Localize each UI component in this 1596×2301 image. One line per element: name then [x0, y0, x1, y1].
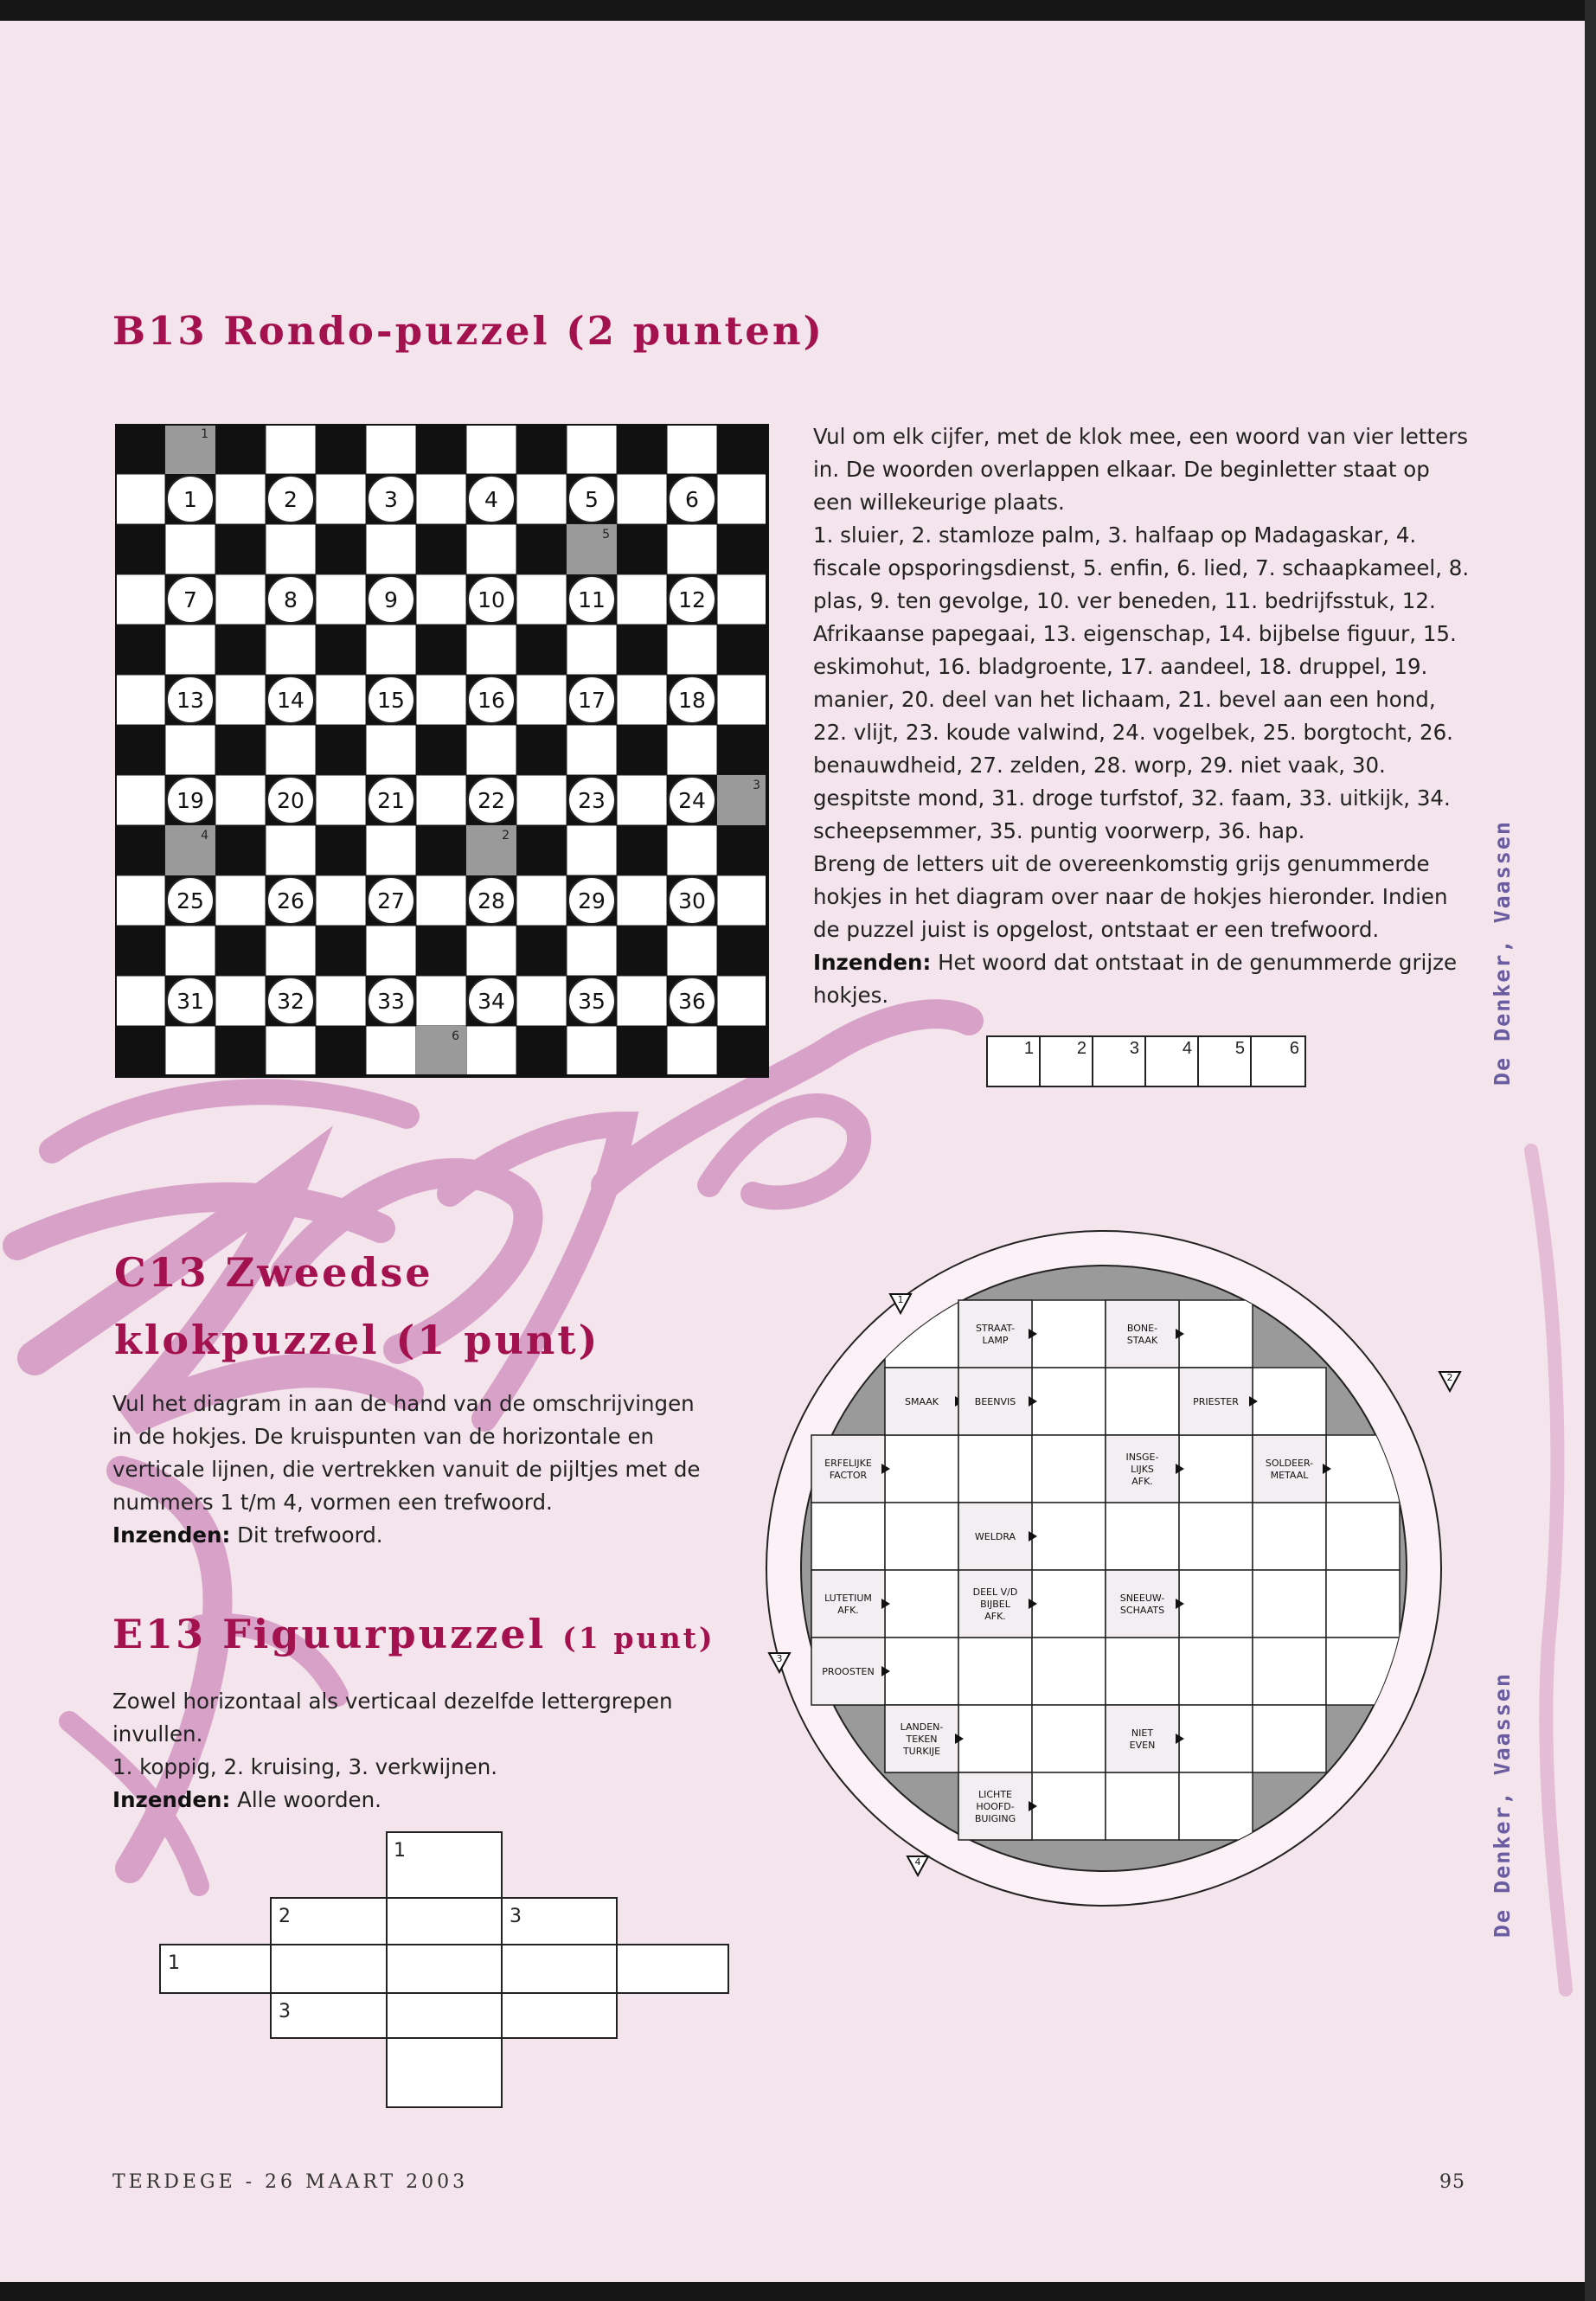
black-square — [516, 625, 567, 675]
white-square[interactable] — [165, 926, 215, 976]
white-square[interactable] — [316, 474, 366, 524]
white-square[interactable] — [115, 675, 165, 725]
white-square[interactable] — [115, 574, 165, 625]
answer-cell[interactable] — [988, 1037, 1041, 1086]
white-square[interactable] — [316, 574, 366, 625]
white-square[interactable] — [316, 675, 366, 725]
black-square — [316, 424, 366, 474]
black-square — [416, 625, 466, 675]
black-square — [215, 524, 266, 574]
black-square — [316, 725, 366, 775]
white-square[interactable] — [516, 976, 567, 1026]
black-square — [115, 625, 165, 675]
black-square — [717, 524, 767, 574]
black-square — [115, 1026, 165, 1076]
clock-cell[interactable] — [1032, 1772, 1106, 1840]
rondo-number: 27 — [377, 888, 405, 913]
clue-cell — [1253, 1435, 1326, 1503]
rondo-number: 15 — [377, 688, 405, 713]
clock-cell[interactable] — [958, 1435, 1032, 1503]
black-square — [617, 1026, 667, 1076]
black-square — [416, 926, 466, 976]
white-square[interactable] — [466, 524, 516, 574]
b13-points: (2 punten) — [566, 308, 824, 354]
rondo-grid[interactable] — [115, 424, 772, 1085]
clock-cell[interactable] — [1032, 1705, 1106, 1772]
white-square[interactable] — [416, 675, 466, 725]
grey-square-number: 5 — [602, 528, 610, 542]
white-square[interactable] — [667, 1026, 717, 1076]
e13-clues: 1. koppig, 2. kruising, 3. verkwijnen. — [112, 1754, 498, 1779]
c13-title-line2: klokpuzzel — [114, 1317, 380, 1363]
bottom-border — [0, 2282, 1596, 2301]
clock-cell[interactable] — [811, 1503, 885, 1570]
white-square[interactable] — [717, 574, 767, 625]
b13-text — [813, 420, 1471, 1012]
e13-submit-text: Alle woorden. — [237, 1787, 381, 1812]
black-square — [115, 926, 165, 976]
figuur-grid[interactable] — [156, 1825, 735, 2119]
rondo-number: 28 — [478, 888, 505, 913]
black-square — [416, 424, 466, 474]
b13-submit-text: Het woord dat ontstaat in de genummerde grijze hokjes. — [813, 950, 1458, 1008]
black-square — [416, 524, 466, 574]
black-square — [516, 1026, 567, 1076]
white-square[interactable] — [617, 474, 667, 524]
black-square — [516, 825, 567, 875]
clue-cell — [1106, 1300, 1179, 1368]
clock-cell[interactable] — [958, 1705, 1032, 1772]
clock-cell[interactable] — [1032, 1638, 1106, 1705]
white-square[interactable] — [215, 875, 266, 926]
clue-cell — [811, 1435, 885, 1503]
clue-text: SOLDEER-METAAL — [1265, 1458, 1314, 1481]
white-square[interactable] — [516, 775, 567, 825]
white-square[interactable] — [466, 1026, 516, 1076]
clock-cell[interactable] — [1179, 1570, 1253, 1638]
b13-title — [112, 308, 824, 354]
rondo-number: 14 — [277, 688, 304, 713]
right-edge — [1585, 0, 1596, 2301]
c13-title — [114, 1239, 599, 1374]
white-square[interactable] — [667, 825, 717, 875]
rondo-number: 19 — [176, 788, 204, 813]
black-square — [516, 524, 567, 574]
rondo-number: 10 — [478, 587, 505, 612]
rondo-number: 4 — [484, 487, 498, 512]
white-square[interactable] — [366, 926, 416, 976]
white-square[interactable] — [366, 825, 416, 875]
arrow-number: 1 — [897, 1294, 904, 1305]
white-square[interactable] — [416, 875, 466, 926]
white-square[interactable] — [115, 775, 165, 825]
rondo-number: 30 — [678, 888, 706, 913]
white-square[interactable] — [667, 625, 717, 675]
rondo-number: 20 — [277, 788, 304, 813]
clue-text: SMAAK — [904, 1396, 939, 1407]
black-square — [717, 926, 767, 976]
answer-cell[interactable] — [1093, 1037, 1146, 1086]
black-square — [416, 825, 466, 875]
white-square[interactable] — [617, 775, 667, 825]
clue-text: DEEL V/D BIJBEL AFK. — [972, 1586, 1018, 1622]
white-square[interactable] — [366, 424, 416, 474]
c13-points: (1 punt) — [395, 1317, 600, 1363]
black-square — [215, 1026, 266, 1076]
figuur-label: 3 — [510, 1906, 522, 1927]
b13-intro: Vul om elk cijfer, met de klok mee, een woord van vier letters in. De woorden overlappen elkaar. De beginletter staat op een willekeurige plaats. — [813, 424, 1468, 515]
black-square — [215, 625, 266, 675]
clock-cell[interactable] — [958, 1638, 1032, 1705]
black-square — [717, 825, 767, 875]
rondo-number: 7 — [183, 587, 197, 612]
rondo-number: 26 — [277, 888, 304, 913]
c13-submit-label: Inzenden: — [112, 1522, 231, 1548]
grey-square-number: 3 — [753, 779, 760, 792]
clock-cell[interactable] — [1253, 1368, 1326, 1435]
figuur-label: 1 — [168, 1952, 180, 1974]
white-square[interactable] — [165, 1026, 215, 1076]
white-square[interactable] — [717, 976, 767, 1026]
arrow-number: 3 — [776, 1653, 783, 1664]
clock-cell[interactable] — [1326, 1503, 1400, 1570]
white-square[interactable] — [567, 625, 617, 675]
clock-cell[interactable] — [1032, 1368, 1106, 1435]
clue-text: BONE-STAAK — [1126, 1323, 1158, 1346]
b13-submit-label: Inzenden: — [813, 950, 932, 975]
white-square[interactable] — [416, 976, 466, 1026]
white-square[interactable] — [717, 875, 767, 926]
white-square[interactable] — [165, 625, 215, 675]
clock-cell[interactable] — [1032, 1435, 1106, 1503]
black-square — [617, 424, 667, 474]
white-square[interactable] — [316, 875, 366, 926]
white-square[interactable] — [416, 775, 466, 825]
white-square[interactable] — [266, 825, 316, 875]
black-square — [617, 926, 667, 976]
white-square[interactable] — [667, 725, 717, 775]
white-square[interactable] — [416, 474, 466, 524]
rondo-number: 11 — [578, 587, 606, 612]
clue-cell — [1106, 1705, 1179, 1772]
figuur-horizontal-bar[interactable] — [160, 1945, 728, 1993]
white-square[interactable] — [266, 424, 316, 474]
c13-title-line1: C13 Zweedse — [114, 1249, 433, 1296]
black-square — [115, 424, 165, 474]
rondo-number: 34 — [478, 989, 505, 1014]
white-square[interactable] — [215, 574, 266, 625]
white-square[interactable] — [215, 976, 266, 1026]
clue-text: LICHTE HOOFD-BUIGING — [974, 1789, 1016, 1824]
figuur-label: 1 — [394, 1840, 406, 1862]
white-square[interactable] — [366, 725, 416, 775]
e13-text — [112, 1685, 709, 1817]
white-square[interactable] — [667, 424, 717, 474]
rondo-number: 23 — [578, 788, 606, 813]
white-square[interactable] — [567, 825, 617, 875]
rondo-number: 9 — [384, 587, 398, 612]
white-square[interactable] — [667, 926, 717, 976]
white-square[interactable] — [215, 775, 266, 825]
e13-submit-label: Inzenden: — [112, 1787, 231, 1812]
clock-cell[interactable] — [1253, 1503, 1326, 1570]
b13-instruction: Breng de letters uit de overeenkomstig grijs genummerde hokjes in het diagram over naar de hokjes hieronder. Indien de puzzel juist is opgelost, ontstaat er een trefwoord. — [813, 851, 1448, 942]
black-square — [617, 725, 667, 775]
rondo-number: 13 — [176, 688, 204, 713]
black-square — [316, 524, 366, 574]
white-square[interactable] — [717, 474, 767, 524]
arrow-number: 4 — [914, 1856, 921, 1868]
answer-cell-number: 1 — [1023, 1039, 1034, 1058]
black-square — [215, 725, 266, 775]
white-square[interactable] — [516, 675, 567, 725]
white-square[interactable] — [366, 625, 416, 675]
black-square — [617, 625, 667, 675]
clock-cell[interactable] — [1253, 1638, 1326, 1705]
rondo-number: 18 — [678, 688, 706, 713]
black-square — [115, 524, 165, 574]
black-square — [516, 926, 567, 976]
clue-cell — [1106, 1570, 1179, 1638]
clock-cell[interactable] — [1032, 1570, 1106, 1638]
klokpuzzel-diagram[interactable] — [742, 1227, 1465, 1910]
clue-cell — [811, 1570, 885, 1638]
white-square[interactable] — [416, 574, 466, 625]
white-square[interactable] — [165, 725, 215, 775]
clue-text: PRIESTER — [1193, 1396, 1239, 1407]
e13-title — [112, 1611, 715, 1657]
c13-submit-text: Dit trefwoord. — [237, 1522, 383, 1548]
clue-text: PROOSTEN — [822, 1666, 875, 1677]
black-square — [516, 424, 567, 474]
answer-cell[interactable] — [1041, 1037, 1093, 1086]
rondo-number: 24 — [678, 788, 706, 813]
answer-cell[interactable] — [1146, 1037, 1199, 1086]
white-square[interactable] — [466, 926, 516, 976]
white-square[interactable] — [266, 725, 316, 775]
clock-cell[interactable] — [1179, 1638, 1253, 1705]
grey-square-number: 1 — [201, 427, 208, 441]
white-square[interactable] — [516, 474, 567, 524]
answer-cell[interactable] — [1252, 1037, 1304, 1086]
white-square[interactable] — [617, 875, 667, 926]
black-square — [215, 926, 266, 976]
black-square — [115, 725, 165, 775]
clock-cell[interactable] — [1326, 1570, 1400, 1638]
footer-page-number: 95 — [1439, 2171, 1465, 2193]
white-square[interactable] — [466, 424, 516, 474]
e13-intro: Zowel horizontaal als verticaal dezelfde lettergrepen invullen. — [112, 1689, 673, 1747]
clue-text: ERFELIJKE FACTOR — [824, 1458, 872, 1481]
black-square — [316, 825, 366, 875]
arrow-number: 2 — [1446, 1372, 1453, 1383]
b13-clues: 1. sluier, 2. stamloze palm, 3. halfaap op Madagaskar, 4. fiscale opsporingsdienst, 5. enfin, 6. lied, 7. schaapkameel, 8. plas, 9. ten gevolge, 10. ver beneden, 11. bedrijfsstuk, 12. Afrikaanse papegaai, 13. eigenschap, 14. bijbelse figuur, 15. eskimohut, 16. bladgroente, 17. aandeel, 18. druppel, 19. manier, 20. deel van het lichaam, 21. bevel aan een hond, 22. vlijt, 23. koude valwind, 24. vogelbek, 25. borgtocht, 26. benauwdheid, 27. zelden, 28. worp, 29. niet vaak, 30. gespitste mond, 31. droge turfstof, 32. faam, 33. uitkijk, 34. scheepsemmer, 35. puntig voorwerp, 36. hap. — [813, 522, 1470, 843]
clue-text: SNEEUW-SCHAATS — [1119, 1593, 1165, 1616]
black-square — [617, 825, 667, 875]
black-square — [115, 825, 165, 875]
white-square[interactable] — [366, 524, 416, 574]
black-square — [215, 424, 266, 474]
e13-points: (1 punt) — [562, 1621, 715, 1655]
clue-text: INSGE-LIJKS AFK. — [1125, 1452, 1159, 1487]
answer-cell-number: 2 — [1076, 1039, 1086, 1058]
white-square[interactable] — [316, 976, 366, 1026]
clock-cell[interactable] — [1106, 1368, 1179, 1435]
rondo-number: 32 — [277, 989, 304, 1014]
c13-intro: Vul het diagram in aan de hand van de omschrijvingen in de hokjes. De kruispunten van de horizontale en verticale lijnen, die vertrekken vanuit de pijltjes met de nummers 1 t/m 4, vormen een trefwoord. — [112, 1391, 701, 1515]
rondo-number: 8 — [284, 587, 298, 612]
rondo-number: 22 — [478, 788, 505, 813]
white-square[interactable] — [466, 725, 516, 775]
clue-text: NIET EVEN — [1129, 1727, 1156, 1751]
white-square[interactable] — [617, 675, 667, 725]
black-square — [717, 725, 767, 775]
footer-magazine: TERDEGE - 26 MAART 2003 — [112, 2171, 469, 2193]
clock-cell[interactable] — [885, 1435, 958, 1503]
rondo-number: 2 — [284, 487, 298, 512]
white-square[interactable] — [115, 976, 165, 1026]
clock-cell[interactable] — [1032, 1503, 1106, 1570]
rondo-number: 33 — [377, 989, 405, 1014]
answer-cell[interactable] — [1199, 1037, 1252, 1086]
white-square[interactable] — [266, 1026, 316, 1076]
white-square[interactable] — [115, 474, 165, 524]
c13-text — [112, 1388, 709, 1552]
white-square[interactable] — [567, 1026, 617, 1076]
rondo-number: 21 — [377, 788, 405, 813]
clock-cell[interactable] — [885, 1503, 958, 1570]
clue-text: STRAAT-LAMP — [975, 1323, 1016, 1346]
clock-cell[interactable] — [1106, 1638, 1179, 1705]
rondo-number: 5 — [585, 487, 599, 512]
clock-cell[interactable] — [1179, 1705, 1253, 1772]
white-square[interactable] — [266, 926, 316, 976]
white-square[interactable] — [567, 424, 617, 474]
grey-square-number: 2 — [502, 829, 510, 843]
clue-text: WELDRA — [974, 1531, 1016, 1542]
clock-cell[interactable] — [1253, 1705, 1326, 1772]
white-square[interactable] — [667, 524, 717, 574]
clue-text: LUTETIUM AFK. — [824, 1593, 872, 1616]
black-square — [717, 1026, 767, 1076]
black-square — [416, 725, 466, 775]
clock-cell[interactable] — [1179, 1503, 1253, 1570]
white-square[interactable] — [215, 474, 266, 524]
rondo-number: 17 — [578, 688, 606, 713]
white-square[interactable] — [617, 574, 667, 625]
clock-cell[interactable] — [1106, 1772, 1179, 1840]
side-credit-top: De Denker, Vaassen — [1490, 820, 1515, 1086]
white-square[interactable] — [165, 524, 215, 574]
clue-text: LANDEN-TEKEN TURKIJE — [900, 1721, 944, 1757]
black-square — [717, 625, 767, 675]
b13-title-text: B13 Rondo-puzzel — [112, 308, 550, 354]
clock-cell[interactable] — [1106, 1503, 1179, 1570]
white-square[interactable] — [466, 625, 516, 675]
white-square[interactable] — [115, 875, 165, 926]
e13-title-text: E13 Figuurpuzzel — [112, 1611, 547, 1657]
white-square[interactable] — [266, 524, 316, 574]
rondo-number: 29 — [578, 888, 606, 913]
clock-cell[interactable] — [1179, 1772, 1253, 1840]
white-square[interactable] — [567, 926, 617, 976]
rondo-number: 31 — [176, 989, 204, 1014]
black-square — [316, 1026, 366, 1076]
clock-cell[interactable] — [885, 1638, 958, 1705]
clock-cell[interactable] — [1179, 1300, 1253, 1368]
clock-cell[interactable] — [1179, 1435, 1253, 1503]
white-square[interactable] — [316, 775, 366, 825]
white-square[interactable] — [366, 1026, 416, 1076]
white-square[interactable] — [717, 675, 767, 725]
grey-square-number: 6 — [452, 1029, 459, 1043]
black-square — [516, 725, 567, 775]
white-square[interactable] — [266, 625, 316, 675]
white-square[interactable] — [516, 574, 567, 625]
black-square — [617, 524, 667, 574]
rondo-number: 35 — [578, 989, 606, 1014]
clock-cell[interactable] — [1032, 1300, 1106, 1368]
answer-cell-number: 6 — [1289, 1039, 1299, 1058]
white-square[interactable] — [617, 976, 667, 1026]
clue-cell — [958, 1300, 1032, 1368]
black-square — [717, 424, 767, 474]
rondo-number: 1 — [183, 487, 197, 512]
white-square[interactable] — [516, 875, 567, 926]
clock-cell[interactable] — [885, 1570, 958, 1638]
rondo-number: 25 — [176, 888, 204, 913]
rondo-number: 3 — [384, 487, 398, 512]
b13-answer-row — [986, 1035, 1306, 1087]
answer-cell-number: 5 — [1234, 1039, 1245, 1058]
white-square[interactable] — [215, 675, 266, 725]
black-square — [316, 926, 366, 976]
figuur-label: 2 — [279, 1906, 291, 1927]
black-square — [316, 625, 366, 675]
rondo-number: 36 — [678, 989, 706, 1014]
figuur-label: 3 — [279, 2001, 291, 2022]
rondo-number: 6 — [685, 487, 699, 512]
side-credit-bottom: De Denker, Vaassen — [1490, 1672, 1515, 1938]
answer-cell-number: 3 — [1129, 1039, 1139, 1058]
clue-text: BEENVIS — [974, 1396, 1016, 1407]
clock-cell[interactable] — [1253, 1570, 1326, 1638]
black-square — [215, 825, 266, 875]
rondo-number: 12 — [678, 587, 706, 612]
white-square[interactable] — [567, 725, 617, 775]
grey-square-number: 4 — [201, 829, 208, 843]
rondo-number: 16 — [478, 688, 505, 713]
answer-cell-number: 4 — [1182, 1039, 1192, 1058]
